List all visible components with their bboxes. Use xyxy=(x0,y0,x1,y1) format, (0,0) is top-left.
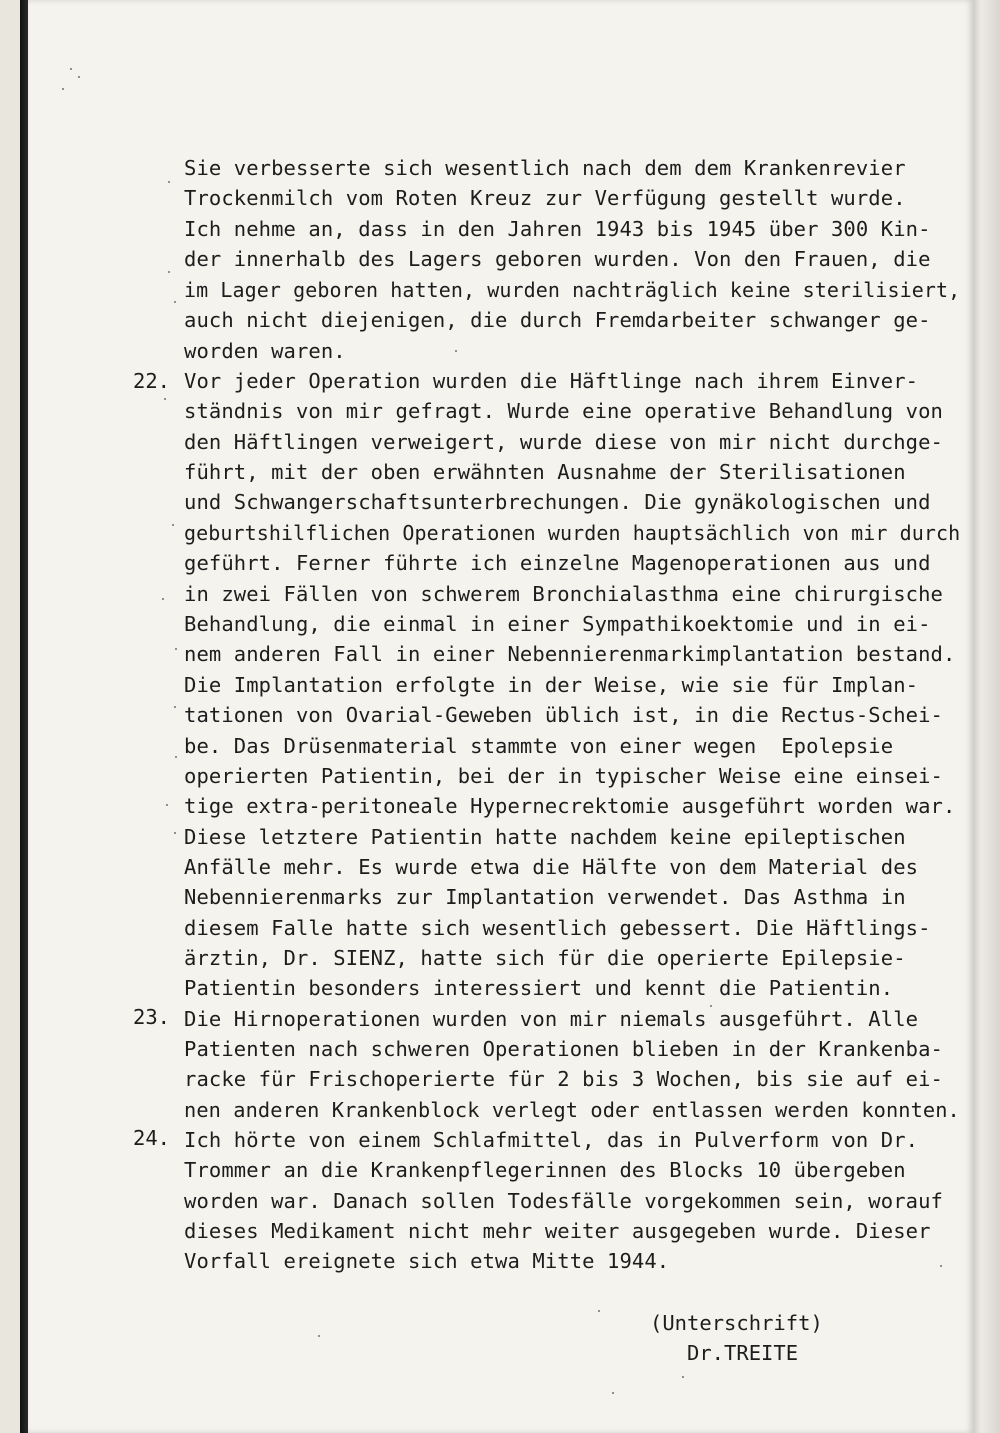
text-line: Patienten nach schweren Operationen blieben in der Krankenba- xyxy=(184,1037,943,1061)
text-line: im Lager geboren hatten, wurden nachträglich keine sterilisiert, xyxy=(184,278,961,302)
text-line: Trommer an die Krankenpflegerinnen des Blocks 10 übergeben xyxy=(184,1158,906,1182)
speck xyxy=(162,598,164,600)
speck xyxy=(175,756,177,758)
signature-label: (Unterschrift) xyxy=(650,1311,823,1335)
speck xyxy=(168,271,170,273)
speck xyxy=(455,350,457,352)
text-line: Die Hirnoperationen wurden von mir niemals ausgeführt. Alle xyxy=(184,1007,919,1031)
binding-shadow xyxy=(20,0,28,1433)
speck xyxy=(598,1310,600,1312)
text-line: Patientin besonders interessiert und kennt die Patientin. xyxy=(184,976,894,1000)
speck xyxy=(174,301,176,303)
speck xyxy=(318,1335,320,1337)
text-line: be. Das Drüsenmaterial stammte von einer wegen Epolepsie xyxy=(184,734,894,758)
signature-name: Dr.TREITE xyxy=(687,1341,799,1365)
text-line: worden waren. xyxy=(184,339,346,363)
speck xyxy=(62,88,64,90)
text-line: tationen von Ovarial-Geweben üblich ist, in die Rectus-Schei- xyxy=(184,703,943,727)
speck xyxy=(168,181,170,183)
page-stack-edge xyxy=(973,0,1000,1433)
text-line: Vor jeder Operation wurden die Häftlinge nach ihrem Einver- xyxy=(184,369,919,393)
text-line: diesem Falle hatte sich wesentlich gebessert. Die Häftlings- xyxy=(184,916,931,940)
text-line: Anfälle mehr. Es wurde etwa die Hälfte von dem Material des xyxy=(184,855,919,879)
text-line: Behandlung, die einmal in einer Sympathikoektomie und in ei- xyxy=(184,612,931,636)
text-line: Ich hörte von einem Schlafmittel, das in Pulverform von Dr. xyxy=(184,1128,919,1152)
text-line: ärztin, Dr. SIENZ, hatte sich für die operierte Epilepsie- xyxy=(184,946,906,970)
text-line: racke für Frischoperierte für 2 bis 3 Wochen, bis sie auf ei- xyxy=(184,1067,943,1091)
speck xyxy=(70,68,72,70)
text-line: Vorfall ereignete sich etwa Mitte 1944. xyxy=(184,1249,670,1273)
text-line: und Schwangerschaftsunterbrechungen. Die gynäkologischen und xyxy=(184,490,931,514)
text-line: Nebennierenmarks zur Implantation verwendet. Das Asthma in xyxy=(184,885,906,909)
text-line: ständnis von mir gefragt. Wurde eine operative Behandlung von xyxy=(184,399,943,423)
text-line: nen anderen Krankenblock verlegt oder entlassen werden konnten. xyxy=(184,1098,960,1122)
speck xyxy=(172,524,174,526)
text-line: auch nicht diejenigen, die durch Fremdarbeiter schwanger ge- xyxy=(184,308,931,332)
speck xyxy=(164,398,166,400)
speck xyxy=(174,706,176,708)
paragraph-number: 22. xyxy=(133,369,171,393)
text-line: Trockenmilch vom Roten Kreuz zur Verfügung gestellt wurde. xyxy=(184,186,906,210)
text-line: den Häftlingen verweigert, wurde diese von mir nicht durchge- xyxy=(184,430,943,454)
text-line: führt, mit der oben erwähnten Ausnahme der Sterilisationen xyxy=(184,460,906,484)
speck xyxy=(612,1392,614,1394)
text-line: Diese letztere Patientin hatte nachdem keine epileptischen xyxy=(184,825,906,849)
text-line: der innerhalb des Lagers geboren wurden. Von den Frauen, die xyxy=(184,247,931,271)
text-line: dieses Medikament nicht mehr weiter ausgegeben wurde. Dieser xyxy=(184,1219,931,1243)
text-line: nem anderen Fall in einer Nebennierenmarkimplantation bestand. xyxy=(184,642,956,666)
text-line: Ich nehme an, dass in den Jahren 1943 bis 1945 über 300 Kin- xyxy=(184,217,931,241)
text-line: tige extra-peritoneale Hypernecrektomie ausgeführt worden war. xyxy=(184,794,956,818)
speck xyxy=(78,76,80,78)
speck xyxy=(940,1265,942,1267)
text-line: in zwei Fällen von schwerem Bronchialasthma eine chirurgische xyxy=(184,582,943,606)
adjacent-page-edge xyxy=(0,0,20,1433)
text-line: operierten Patientin, bei der in typischer Weise eine einsei- xyxy=(184,764,943,788)
speck xyxy=(166,804,168,806)
text-line: Die Implantation erfolgte in der Weise, wie sie für Implan- xyxy=(184,673,919,697)
paragraph-number: 23. xyxy=(133,1005,171,1029)
text-line: geburtshilflichen Operationen wurden hauptsächlich von mir durch xyxy=(184,521,961,545)
speck xyxy=(682,1376,684,1378)
text-line: Sie verbesserte sich wesentlich nach dem dem Krankenrevier xyxy=(184,156,906,180)
text-line: geführt. Ferner führte ich einzelne Magenoperationen aus und xyxy=(184,551,931,575)
speck xyxy=(175,648,177,650)
text-line: worden war. Danach sollen Todesfälle vorgekommen sein, worauf xyxy=(184,1189,943,1213)
paragraph-number: 24. xyxy=(133,1126,171,1150)
speck xyxy=(174,832,176,834)
